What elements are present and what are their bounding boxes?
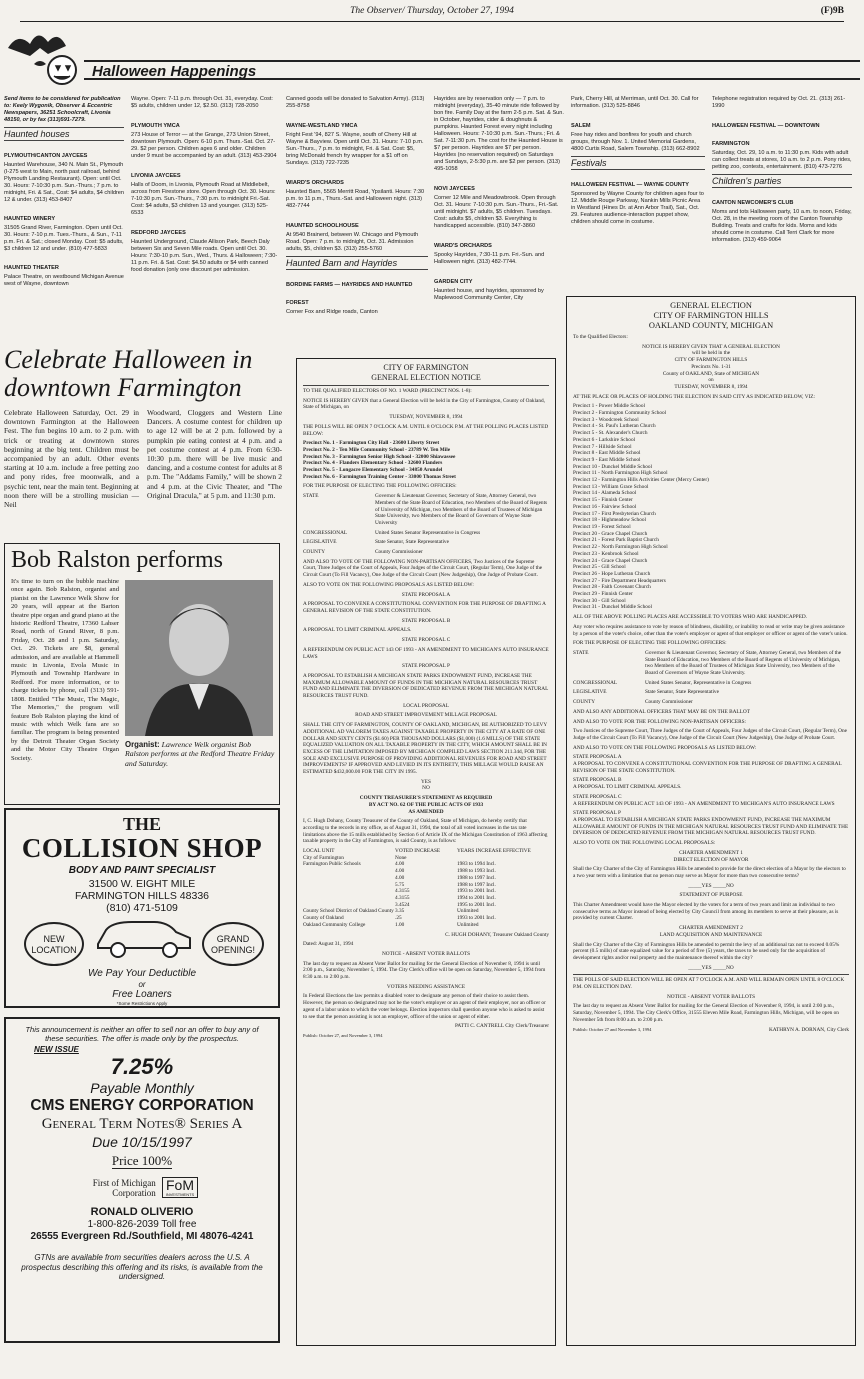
list-item: Precinct 26 - Hope Lutheran Church (573, 570, 651, 577)
listing-item: HAUNTED WINERY 31505 Grand River, Farmington. Open until Oct. 30. Hours: 7-10 p.m. Tues.-Thurs., & Sun., 7-11 p.m. Fri. & Sat.; closed Monday. Cost: $5 adults, $3 children 12 and under. (810) 477-5833 (4, 216, 124, 252)
feature-article (4, 346, 282, 536)
feature-text-col-a: Celebrate Halloween Saturday, Oct. 29 in downtown Farmington at the Halloween Fest. The fun begins 10 a.m. to 2 p.m. with trick or treating at downtown stores beginning at the big tent. Children must be accompanied by an adult. Other events starting at 10 a.m. include a free petting zoo and pony rides, free moonwalk, and a psychic tent, near the main tent. Beginning at noon there will be a strolling musician — Neil (4, 408, 139, 510)
notice-to: TO THE QUALIFIED ELECTORS OF NO. 1 WARD (PRECINCT NOS. 1-8): (303, 385, 549, 395)
table-row (303, 882, 549, 889)
banner-title: Halloween Happenings (84, 60, 860, 80)
hills-prop-p-text: A PROPOSAL TO ESTABLISH A MICHIGAN STATE PARKS ENDOWMENT FUND, INCREASE THE MAXIMUM ALLOWABLE AMOUNT OF FUNDS IN THE MICHIGAN NATURAL RESOURCES TRUST FUND AND ELIMINATE THE DIVERSION OF DEDICATED REVENUE FROM THE MICHIGAN NATURAL RESOURCES TRUST FUND. (573, 817, 849, 837)
table-cell: Unlimited (457, 908, 479, 915)
precinct-list (303, 440, 549, 480)
hills-date: TUESDAY, NOVEMBER 8, 1994 (674, 383, 748, 390)
list-item: Precinct 24 - Grace Chapel Church (573, 557, 648, 564)
ad-address: 26555 Evergreen Rd./Southfield, MI 48076-4241 (30, 1231, 254, 1242)
hills-absent-text: The last day to request an Absent Voter Ballot for mailing for the General Election of November 8, 1994, is until 2:00 p.m., Saturday, November 5, 1994. The City Clerk's Office, 31555 Eleven Mile Road, Farmington Hills, Michigan, will be open on November 5th from 8:00 a.m. to 2:00 p.m. (573, 1003, 839, 1023)
section-festivals: Festivals (571, 156, 705, 170)
table-row (303, 875, 549, 882)
listing-item: HAUNTED THEATER Palace Theatre, on westbound Michigan Avenue west of Wayne, downtown (4, 265, 124, 287)
proposal-a-title: STATE PROPOSAL A (401, 591, 451, 598)
list-item: Precinct 29 - Finnish Center (573, 591, 633, 598)
charter-1-text: Shall the City Charter of the City of Farmington Hills be amended to provide for the direct election of a Mayor by the electors to a two year term with a limitation that no person may serve as Mayor for more than two consecutive terms? (573, 866, 846, 879)
notice-title-2: GENERAL ELECTION NOTICE (371, 372, 481, 382)
treasurer-title-3: AS AMENDED (408, 808, 444, 815)
ralston-photo (125, 580, 273, 736)
treasurer-title-1: COUNTY TREASURER'S STATEMENT AS REQUIRED (359, 795, 493, 802)
cms-energy-ad (4, 1017, 280, 1343)
hills-offices-list (573, 650, 849, 706)
list-item: Precinct 31 - Dunckel Middle School (573, 604, 652, 611)
list-item: Precinct 9 - East Middle School (573, 456, 641, 463)
new-location-badge: NEW LOCATION (24, 922, 84, 966)
listing-item: NOVI JAYCEES Corner 12 Mile and Meadowbrook. Open through Oct. 31. Hours: 7-10:30 p.m. Sun.-Thurs., Fri.-Sat. until midnight. $7 adults, $5 children. Tuesdays. Cost: adults $5, children $3. Everything is handicapped accessible. (810) 347-3860 (434, 186, 559, 229)
hills-also-1: AND ALSO ANY ADDITIONAL OFFICERS THAT MAY BE ON THE BALLOT (573, 708, 750, 715)
portrait-image (125, 580, 273, 736)
charter-2-vote: _____YES _____NO (688, 964, 734, 971)
ad-fine-print: *Some Restrictions Apply (116, 1001, 168, 1006)
listing-column-3 (286, 96, 428, 368)
hills-clerk: KATHRYN A. DORNAN, City Clerk (768, 1026, 849, 1033)
collision-shop-ad (4, 808, 280, 1008)
table-cell: 4.3155 (395, 888, 410, 895)
table-cell: 1994 to 2001 Incl. (457, 895, 496, 901)
proposal-b-title: STATE PROPOSAL B (401, 617, 451, 624)
table-cell: 1988 to 1993 Incl. (457, 868, 496, 875)
listing-item: WIARD'S ORCHARDS Spooky Hayrides, 7:30-11 p.m. Fri.-Sun. and Halloween night. (313) 482-7744. (434, 243, 545, 265)
statement-of-purpose-title: STATEMENT OF PURPOSE (679, 892, 743, 899)
car-icon (92, 910, 196, 960)
page-number: (F)9B (820, 6, 844, 16)
notice-text: NOTICE IS HEREBY GIVEN that a General Election will be held in the City of Farmington, County of Oakland, State of Michigan, on (303, 397, 545, 411)
list-item: Precinct 13 - William Grace School (573, 483, 649, 490)
listing-column-6 (712, 96, 852, 296)
table-cell: County of Oakland (303, 915, 344, 922)
charter-2-title: CHARTER AMENDMENT 2 (679, 925, 743, 932)
proposal-p-text: A PROPOSAL TO ESTABLISH A MICHIGAN STATE PARKS ENDOWMENT FUND, INCREASE THE MAXIMUM ALLOWABLE AMOUNT OF FUNDS IN THE MICHIGAN NATURAL RESOURCES TRUST FUND AND ELIMINATE THE DIVERSION OF DEDICATED REVENUE FROM THE MICHIGAN NATURAL RESOURCES TRUST FUND. (303, 672, 549, 700)
table-row (303, 922, 549, 929)
listing-item: CANTON NEWCOMER'S CLUB Moms and tots Halloween party, 10 a.m. to noon, Friday, Oct. 28, in the meeting room of the Canton Township Building. Treats and crafts for kids. Moms and kids should come in costume. Call Terri Clark for more information. (313) 459-9064 (712, 200, 852, 243)
table-cell: 1995 to 2001 Incl. (457, 901, 496, 908)
table-cell: City of Farmington (303, 854, 344, 861)
proposal-a-text: A PROPOSAL TO CONVENE A CONSTITUTIONAL CONVENTION FOR THE PURPOSE OF DRAFTING A GENERAL REVISION OF THE STATE CONSTITUTION. (303, 601, 546, 614)
table-cell (303, 888, 395, 895)
page-header (20, 6, 844, 20)
hills-prop-b-text: A PROPOSAL TO LIMIT CRIMINAL APPEALS. (573, 784, 682, 791)
hills-notice-4: Precincts No. 1-31 (691, 363, 731, 370)
table-cell: 1993 to 2001 Incl. (457, 915, 496, 922)
hills-prop-c-title: STATE PROPOSAL C (573, 793, 622, 800)
office-row: STATE Governor & Lieutenant Governor, Secretary of State, Attorney General, two Members of the State Board of Education, two Members of the Board of Regents of University of Michigan, two Members of the Board of Trustees of Michigan State University, two Members of the Board of Governors of Wayne State University (303, 493, 548, 526)
listing-continued: Hayrides are by reservation only — 7 p.m. to midnight (everyday), 35-40 minute ride followed by bon fire. Family Day at the farm 2-5 p.m. Sat. & Sun. in October, hayrides, cider & doughnuts & pumpkins. Haunted Forest every night including Halloween. Hours: 7-10:30 p.m. Sun.-Thurs.; Fri. & Sat. 7-11:30 p.m. The cost for the Haunted House is $7 per person. Hayrides are $7 per person. Hayrides (no reservation required) on Saturdays and Sundays, 2-5:30 p.m. are $2 per person. (313) 495-1058 (434, 96, 564, 172)
notice-polls: THE POLLS WILL BE OPEN 7 O'CLOCK A.M. UNTIL 8 O'CLOCK P.M. AT THE POLLING PLACES LISTED BELOW: (303, 423, 549, 437)
list-item: Precinct 25 - Gill School (573, 564, 626, 571)
table-cell: 1.00 (395, 921, 405, 928)
table-cell: Farmington Public Schools (303, 861, 361, 868)
hills-to: To the Qualified Electors: (573, 334, 628, 340)
hills-assist: Any voter who requires assistance to vote by reason of blindness, disability, or inability to read or write may be given assistance by a person of the voter's choice, other than the voter's employer or agent of that employer or officer or agent of the voter's union. (573, 623, 848, 637)
list-item: Precinct 8 - East Middle School (573, 450, 641, 457)
ad-new-issue: NEW ISSUE (34, 1045, 79, 1054)
vote-no: NO (422, 785, 430, 792)
table-cell: Unlimited (457, 921, 479, 928)
list-item: Precinct 18 - Highmeadow School (573, 517, 646, 524)
office-row: CONGRESSIONAL United States Senator Representative in Congress (303, 529, 481, 536)
list-item: Precinct No. 6 - Farmington Training Center - 33000 Thomas Street (303, 473, 456, 480)
list-item: Precinct 11 - North Farmington High School (573, 470, 668, 477)
list-item: Precinct 21 - Forest Park Baptist Church (573, 537, 659, 544)
ad-due: Due 10/15/1997 (92, 1134, 192, 1150)
office-row: COUNTY County Commissioner (573, 699, 693, 706)
publish-dates: Publish: October 27, and November 3, 1994 (303, 1032, 383, 1038)
table-cell: .25 (395, 915, 402, 922)
listing-item: PLYMOUTH YMCA 273 House of Terror — at the Grange, 273 Union Street, downtown Plymouth. Open: 6-10 p.m. Thurs.-Sat. Oct. 27-29. $2 per person. Children ages 6 and older. Children under 9 must be accompanied by an adult. (313) 453-2904 (131, 123, 277, 159)
table-cell: 5.75 (395, 881, 405, 888)
absent-title: NOTICE - ABSENT VOTER BALLOTS (381, 950, 471, 957)
hills-publish: Publish: October 27 and November 3, 1994 (573, 1026, 652, 1032)
ad-payable: Payable Monthly (90, 1080, 194, 1096)
listing-item: HALLOWEEN FESTIVAL — DOWNTOWN FARMINGTON Saturday, Oct. 29, 10 a.m. to 11:30 p.m. Kids with adult can collect treats at stores, 10 a.m. to 2 p.m. Pony rides, petting zoo, contests, entertainment. (810) 473-7276 (712, 123, 852, 170)
grand-opening-badge: GRAND OPENING! (202, 922, 264, 966)
statement-of-purpose-text: This Charter Amendment would have the Mayor elected by the voters for a term of two years and limit an individual to two consecutive terms as Mayor instead of being elected by City Council from among its members to serve at their pleasure, as is provided by current Charter. (573, 902, 839, 922)
halloween-banner (4, 24, 860, 92)
proposal-c-text: A REFERENDUM ON PUBLIC ACT 143 OF 1993 - AN AMENDMENT TO MICHIGAN'S AUTO INSURANCE LAWS (303, 646, 549, 660)
ad-shop-name: COLLISION SHOP (21, 833, 263, 863)
hills-title-1: GENERAL ELECTION (670, 301, 752, 310)
ad-specialty: BODY AND PAINT SPECIALIST (68, 865, 216, 876)
dated-line: Dated: August 31, 1994 (303, 941, 354, 948)
ad-foot: GTNs are available from securities dealers across the U.S. A prospectus describing this offering and its risks, is available from the undersigned. (21, 1253, 263, 1281)
listing-item: GARDEN CITY Haunted house, and hayrides, sponsored by Maplewood Community Center, City (434, 279, 544, 301)
list-item: Precinct No. 2 - Ten Mile Community School - 23789 W. Ten Mile (303, 446, 451, 453)
listing-item: REDFORD JAYCEES Haunted Underground, Claude Allison Park, Beech Daly between Six and Seven Mile roads. Open until Oct. 30. Hours: 7:30-10 p.m. Sun., Wed., Thurs. & Halloween; 7:30-11 p.m. Fri. & Sat. Cost: $4.50 adults or $4 with canned food donation (only one discount per admission. (131, 230, 278, 273)
header-rule (20, 21, 844, 22)
office-row: LEGISLATIVE State Senator, State Representative (573, 689, 719, 696)
table-row (303, 895, 549, 902)
proposal-b-text: A PROPOSAL TO LIMIT CRIMINAL APPEALS. (303, 627, 412, 634)
list-item: Precinct No. 3 - Farmington Senior High School - 32000 Shiawassee (303, 453, 456, 460)
notice-title-1: CITY OF FARMINGTON (383, 363, 469, 372)
office-row: LEGISLATIVE State Senator, State Representative (303, 539, 449, 546)
list-item: Precinct 22 - North Farmington High School (573, 544, 668, 551)
clerk-signature: PATTI C. CANTRELL City Clerk/Treasurer (454, 1023, 549, 1030)
list-item: Precinct 4 - St. Paul's Lutheran Church (573, 423, 656, 430)
charter-2-subtitle: LAND ACQUISITION AND MAINTENANCE (659, 931, 763, 938)
local-proposal-title: LOCAL PROPOSAL (403, 702, 449, 709)
table-row (303, 855, 549, 862)
list-item: Precinct 27 - Fire Department Headquarters (573, 577, 666, 584)
table-row (303, 888, 549, 895)
office-row: CONGRESSIONAL United States Senator, Representative in Congress (573, 679, 752, 686)
ad-address-2: FARMINGTON HILLS 48336 (74, 890, 210, 902)
hills-polls: THE POLLS OF SAID ELECTION WILL BE OPEN AT 7 O'CLOCK A.M. AND WILL REMAIN OPEN UNTIL 8 O'CLOCK P.M. ON ELECTION DAY. (573, 974, 849, 990)
listing-item: SALEM Free hay rides and bonfires for youth and church groups, through Nov. 1. United Memorial Gardens, 4800 Curtis Road, Salem Township. (313) 662-8902 (571, 123, 700, 152)
farmington-election-notice (296, 358, 556, 1346)
table-cell: 3.4524 (395, 901, 410, 908)
ralston-text: It's time to turn on the bubble machine once again. Bob Ralston, organist and pianist on the Lawrence Welk Show for 20 years, will appear at the Barton theatre pipe organ and grand piano at the historic Redford Theatre, 17360 Lahser Road, north of Grand River, 8 p.m. Friday, Oct. 28 and 1 p.m. Saturday, Oct. 29. Tickets are $8, general admission, and are available at Hammell music in Livonia, Evola Music in Plymouth and Township Hardware in Redford. For more information, or to charge tickets by phone, call (313) 591-1808. Entitled "The Music, The Magic, The Memories," the program will feature Bob Ralston playing the kind of music with which Welk fans are so familiar. The program is being presented by the Detroit Theater Organ Society and the Motor City Theatre Organ Society. (11, 578, 119, 762)
charter-1-vote: _____YES _____NO (688, 882, 734, 889)
list-item: Precinct 19 - Forest School (573, 523, 631, 530)
treasurer-signature: C. HUGH DOHANY, Treasurer Oakland County (445, 931, 549, 938)
hills-absent-title: NOTICE - ABSENT VOTER BALLOTS (666, 993, 756, 1000)
list-item: Precinct 30 - Gill School (573, 597, 626, 604)
hills-notice-1: NOTICE IS HEREBY GIVEN THAT A GENERAL ELECTION (642, 343, 780, 350)
hills-notice-6: on (708, 377, 714, 384)
list-item: Precinct 1 - Power Middle School (573, 403, 645, 410)
treasurer-title-2: BY ACT NO. 62 OF THE PUBLIC ACTS OF 1933 (368, 801, 484, 808)
section-childrens-parties: Children's parties (712, 174, 852, 188)
list-item: Precinct 20 - Grace Chapel Church (573, 530, 648, 537)
fom-logo: FoM INVESTMENTS (162, 1177, 198, 1198)
millage-table (303, 848, 549, 928)
table-cell: 3.35 (395, 908, 405, 915)
list-item: Precinct 5 - St. Alexander's Church (573, 430, 648, 437)
listing-column-2 (131, 96, 279, 346)
ad-price: Price 100% (111, 1153, 173, 1168)
notice-nonpartisan: AND ALSO TO VOTE OF THE FOLLOWING NON-PARTISAN OFFICERS, Two Justices of the Supreme Court, Three Judges of the Court of Appeals, Four Judges of the Circuit Court, (Regular Term), One Judge of the Circuit Court (To Fill Vacancy), One Judge of the Circuit Court (New Judgeship), One Judge of Probate Court. (303, 558, 543, 579)
table-row (303, 861, 549, 868)
table-cell: County School District of Oakland County (303, 908, 394, 915)
listing-item: HAUNTED SCHOOLHOUSE At 9540 Brainerd, between W. Chicago and Plymouth Road. Open: 7 p.m. to midnight, Oct. 31. Admission adults, $5, children $3. (313) 255-5760 (286, 223, 419, 252)
table-cell (303, 875, 395, 882)
table-cell: None (395, 854, 407, 861)
ad-notes: General Term Notes® Series A (41, 1116, 243, 1132)
offices-list (303, 493, 549, 556)
table-cell: 1993 to 2001 Incl. (457, 888, 496, 895)
list-item: Precinct 23 - Kenbrook School (573, 550, 639, 557)
section-haunted-barn: Haunted Barn and Hayrides (286, 256, 428, 270)
hills-notice-3: CITY OF FARMINGTON HILLS (674, 357, 748, 364)
notice-proposals: ALSO TO VOTE ON THE FOLLOWING PROPOSALS AS LISTED BELOW: (303, 581, 474, 588)
listing-item: PLYMOUTH/CANTON JAYCEES Haunted Warehouse, 340 N. Main St., Plymouth (I-275 west to Main, north past railroad, behind Plymouth Landing Restaurant). Open: until Oct. 30. Hours: 7-10:30 p.m. Sun.-Thurs.; 7 p.m. to midnight, Fri. & Sat., Cost: $4 adults, $4 children 12 & under. (313) 453-8407 (4, 153, 124, 203)
table-cell: 1988 to 1997 Incl. (457, 881, 496, 888)
list-item: Precinct 14 - Alameda School (573, 490, 637, 497)
ralston-caption: Organist: Lawrence Welk organist Bob Ralston performs at the Redford Theatre Friday and Saturday. (125, 740, 275, 768)
ralston-article (4, 543, 280, 805)
listing-item: BORDINE FARMS — HAYRIDES AND HAUNTED FOREST Corner Fox and Ridge roads, Canton (286, 282, 413, 315)
table-header: LOCAL UNIT VOTED INCREASE YEARS INCREASE EFFECTIVE (303, 848, 531, 855)
table-cell: 4.00 (395, 874, 405, 881)
feature-text-col-b: Woodward, Cloggers and Western Line Dancers. A costume contest for children up to age 12 will be at 2 p.m. followed by a pumpkin pie eating contest at 4 p.m. and a pet costume contest at 4 p.m. From 6:30-10:30 p.m. there will be live music and dancing, and a costume contest for adults at 8 p.m. The "Addams Family," will be shown 2 and 4 p.m. at the Civic Theater, and "The Original Dracula," at 5 p.m. and 11:30 p.m. (147, 408, 282, 500)
listing-item: HALLOWEEN FESTIVAL — WAYNE COUNTY Sponsored by Wayne County for children ages four to 12. Middle Rouge Parkway, Nankin Mills Picnic Area in Westland (Hines Dr. at Ann Arbor Trail), Sat., Oct. 29. Features audience-interaction puppet show, children should come in costume. (571, 182, 704, 225)
hills-title-2: CITY OF FARMINGTON HILLS (653, 311, 769, 320)
list-item: Precinct 16 - Fairview School (573, 503, 637, 510)
list-item: Precinct 7 - Hillside School (573, 443, 632, 450)
table-cell: Oakland Community College (303, 921, 366, 928)
notice-date: TUESDAY, NOVEMBER 8, 1994 (389, 414, 463, 421)
list-item: Precinct 3 - Woodcreek School (573, 416, 639, 423)
listing-continued: Telephone registration required by Oct. 21. (313) 261-1990 (712, 96, 846, 109)
listing-item: WAYNE-WESTLAND YMCA Fright Fest '94, 827 S. Wayne, south of Cherry Hill at Wayne & Bayview. Open until Oct. 31. Hours: 7-10 p.m. Sun.-Thurs., 7 p.m. to midnight, Fri. & Sat. Cost: $5, bring McDonald french fry wrapper for a $1 off on Sundays. (313) 722-7235 (286, 123, 424, 166)
hills-accessible: ALL OF THE ABOVE POLLING PLACES ARE ACCESSIBLE TO VOTERS WHO ARE HANDICAPPED. (573, 614, 808, 621)
proposal-c-title: STATE PROPOSAL C (401, 637, 451, 644)
table-cell (303, 882, 395, 889)
list-item: Precinct No. 1 - Farmington City Hall - 23600 Liberty Street (303, 440, 440, 447)
list-item: Precinct No. 5 - Longacre Elementary School - 34850 Arundel (303, 467, 443, 474)
feature-headline: Celebrate Halloween in downtown Farmington (4, 346, 253, 402)
hills-proposals: AND ALSO TO VOTE ON THE FOLLOWING PROPOSALS AS LISTED BELOW: (573, 744, 757, 751)
list-item: Precinct 2 - Farmington Community School (573, 410, 667, 417)
ad-or: or (138, 980, 146, 989)
listing-column-5 (571, 96, 705, 296)
ad-tel: 1-800-826-2039 Toll free (87, 1219, 197, 1230)
ad-loaners: Free Loaners (112, 989, 172, 1000)
submission-intro: Send items to be considered for publication to: Keely Wygonik, Observer & Eccentric Newspapers, 36251 Schoolcraft, Livonia 48150, or by fax (313)591-7279. (4, 96, 121, 123)
hills-local: ALSO TO VOTE ON THE FOLLOWING LOCAL PROPOSALS: (573, 840, 716, 847)
table-cell: 4.3155 (395, 895, 410, 901)
farmington-hills-election-notice (566, 296, 856, 1346)
table-cell (303, 868, 395, 875)
hills-prop-a-text: A PROPOSAL TO CONVENE A CONSTITUTIONAL CONVENTION FOR THE PURPOSE OF DRAFTING A GENERAL REVISION OF THE STATE CONSTITUTION. (573, 761, 842, 774)
ad-disclaimer: This announcement is neither an offer to sell nor an offer to buy any of these securities. The offer is made only by the prospectus. (25, 1025, 259, 1043)
ad-the: THE (122, 814, 161, 834)
hills-notice-2: will be held in the (691, 350, 731, 357)
hills-title-3: OAKLAND COUNTY, MICHIGAN (648, 321, 774, 330)
table-cell (303, 895, 395, 902)
ad-company: CMS ENERGY CORPORATION (30, 1097, 254, 1114)
table-cell: 1983 to 1994 Incl. (457, 861, 496, 868)
treasurer-text: I, C. Hugh Dohany, County Treasurer of the County of Oakland, State of Michigan, do hereby certify that according to the records in my office, as of August 31, 1994, the total of all voted increases in the tax rate limitations above the 15 mills established by Section 6 of Article IX of the Michigan Constitution of 1963 affecting taxable property in the City of Farmington, is said County, is as follows: (303, 818, 548, 845)
charter-1-subtitle: DIRECT ELECTION OF MAYOR (673, 856, 749, 863)
listing-column-4 (434, 96, 564, 368)
list-item: Precinct 10 - Dunckel Middle School (573, 463, 652, 470)
ad-firm-name: First of Michigan Corporation (92, 1177, 156, 1198)
hills-prop-p-title: STATE PROPOSAL P (573, 810, 621, 817)
listing-continued: Wayne. Open: 7-11 p.m. through Oct. 31, everyday. Cost: $5 adults, children under 12, $2.50. (313) 728-2050 (131, 96, 273, 109)
proposal-p-title: STATE PROPOSAL P (402, 663, 450, 670)
table-cell (457, 855, 537, 862)
hills-footer (573, 1027, 849, 1034)
listing-item: WIARD'S ORCHARDS Haunted Barn, 5565 Merritt Road, Ypsilanti. Hours: 7:30 p.m. to 11 p.m., Thurs.-Sat. and Halloween night. (313) 482-7744 (286, 180, 425, 209)
road-proposal-text: SHALL THE CITY OF FARMINGTON, COUNTY OF OAKLAND, MICHIGAN, BE AUTHORIZED TO LEVY ADDITIONAL AD VALOREM TAXES AGAINST TAXABLE PROPERTY IN THE CITY AT A RATE OF ONE DOLLAR AND SIXTY CENTS ($1.60) PER THOUSAND DOLLARS ($1,000) (1.6 MILLS) OF THE STATE EQUALIZED VALUATION ON ALL TAXABLE PROPERTY IN THE CITY, WHICH AMOUNT SHALL BE IN EXCESS OF THE LIMITATION IMPOSED BY MICHIGAN COMPILED LAWS SECTION 211.34d, FOR THE SOLE AND EXCLUSIVE PURPOSE OF PROVIDING ADDITIONAL REVENUES FOR ROAD AND STREET IMPROVEMENTS? IF APPROVED AND LEVIED IN ITS ENTIRETY, THIS MILLAGE WOULD RAISE AN ESTIMATED $432,000.00 FOR THE CITY IN 1995. (303, 722, 547, 776)
hills-precinct-list (573, 403, 849, 611)
listing-continued: Canned goods will be donated to Salvation Army). (313) 255-8758 (286, 96, 425, 109)
ad-phone: (810) 471-5109 (106, 902, 178, 914)
assist-title: VOTERS NEEDING ASSISTANCE (386, 983, 466, 990)
table-cell: 4.00 (395, 868, 405, 875)
ad-deductible: We Pay Your Deductible (87, 968, 197, 979)
ad-rate: 7.25% (110, 1054, 174, 1079)
table-cell: 4.00 (395, 861, 405, 868)
table-cell: 1988 to 1997 Incl. (457, 874, 496, 881)
ad-firm-block (16, 1177, 268, 1198)
road-proposal-title: ROAD AND STREET IMPROVEMENT MILLAGE PROPOSAL (355, 712, 497, 719)
table-row (303, 868, 549, 875)
ad-rep: RONALD OLIVERIO (90, 1206, 194, 1218)
hills-also-2: AND ALSO TO VOTE FOR THE FOLLOWING NON-PARTISAN OFFICERS: (573, 718, 747, 725)
hills-prop-c-text: A REFERENDUM ON PUBLIC ACT 143 OF 1993 - AN AMENDMENT TO MICHIGAN'S AUTO INSURANCE LAWS (573, 800, 835, 807)
list-item: Precinct 17 - First Presbyterian Church (573, 510, 656, 517)
listing-continued: Park, Cherry Hill, at Merriman, until Oct. 30. Call for information. (313) 525-8846 (571, 96, 699, 109)
hills-prop-b-title: STATE PROPOSAL B (573, 777, 622, 784)
vote-yes: YES (420, 778, 431, 785)
office-row: COUNTY County Commissioner (303, 549, 423, 556)
hills-notice-5: County of OAKLAND, State of MICHIGAN (662, 370, 760, 377)
list-item: Precinct 12 - Farmington Hills Activities Center (Mercy Center) (573, 477, 709, 484)
assist-text: In Federal Elections the law permits a disabled voter to designate any person of their choice to assist them. However, the person so designated may not be the voter's employer or an agent of their employer, nor an officer or agent of a labor union to which the voter belongs. Election inspectors shall question anyone who is asked to assist to see that the person assisting is not an employer, officer of the union or agent of either. (303, 993, 546, 1020)
office-row: STATE Governor & Lieutenant Governor, Secretary of State, Attorney General, two Members of the State Board of Education, two Members of the Board of Regents of University of Michigan, two Members of the Board of Trustees of Michigan State University, two Members of the Board of Governors of Wayne State University. (573, 649, 842, 677)
header-dateline: The Observer/ Thursday, October 27, 1994 (350, 6, 514, 16)
table-row (303, 915, 549, 922)
hills-nonpartisan: Two Justices of the Supreme Court, Three Judges of the Court of Appeals, Four Judges of the Circuit Court, (Regular Term), One Judge of the Circuit Court (To Fill Vacancy), One Judge of the Circuit Court (New Judgeship), One Judge of Probate Court. (573, 728, 848, 741)
charter-2-text: Shall the City Charter of the City of Farmington Hills be amended to permit the levy of an additional tax not to exceed 0.05% percent (0.5 mills) of state equalized value for a period of five (5) years, the taxes to be used only for the acquisition of development rights and/or real property and the maintenance thereof within the city? (573, 941, 840, 961)
list-item: Precinct 28 - Faith Covenant Church (573, 584, 651, 591)
ad-address-1: 31500 W. EIGHT MILE (88, 878, 196, 890)
notice-purpose: FOR THE PURPOSE OF ELECTING THE FOLLOWING OFFICERS: (303, 483, 457, 490)
listing-column-1 (4, 96, 124, 346)
list-item: Precinct No. 4 - Flanders Elementary School - 32600 Flanders (303, 460, 443, 467)
hills-prop-a-title: STATE PROPOSAL A (573, 754, 622, 761)
listing-item: LIVONIA JAYCEES Halls of Doom, in Livonia, Plymouth Road at Middlebelt, across from Firestone store. Open through Oct. 30. Hours: 7-10:30 p.m. Sun.-Thurs., 7:30 p.m. to midnight Fri.-Sat. Cost: $4 adults, $3 children 13 and younger. (313) 525-6533 (131, 173, 276, 216)
charter-1-title: CHARTER AMENDMENT 1 (679, 849, 743, 856)
ralston-headline: Bob Ralston performs (11, 547, 223, 573)
hills-purpose: FOR THE PURPOSE OF ELECTING THE FOLLOWING OFFICERS: (573, 640, 727, 647)
list-item: Precinct 15 - Finnish Center (573, 497, 633, 504)
list-item: Precinct 6 - Larkshire School (573, 436, 636, 443)
section-haunted-houses: Haunted houses (4, 127, 124, 141)
hills-at: AT THE PLACE OR PLACES OF HOLDING THE ELECTION IN SAID CITY AS INDICATED BELOW, VIZ: (573, 393, 815, 400)
absent-text: The last day to request an Absent Voter Ballot for mailing for the General Election of November 8, 1994 is until 2:00 p.m., Saturday, November 5, 1994. The City Clerk's office will be open on Saturday, November 5, 1994 from 8:30 a.m. to 2:00 p.m. (303, 960, 546, 981)
